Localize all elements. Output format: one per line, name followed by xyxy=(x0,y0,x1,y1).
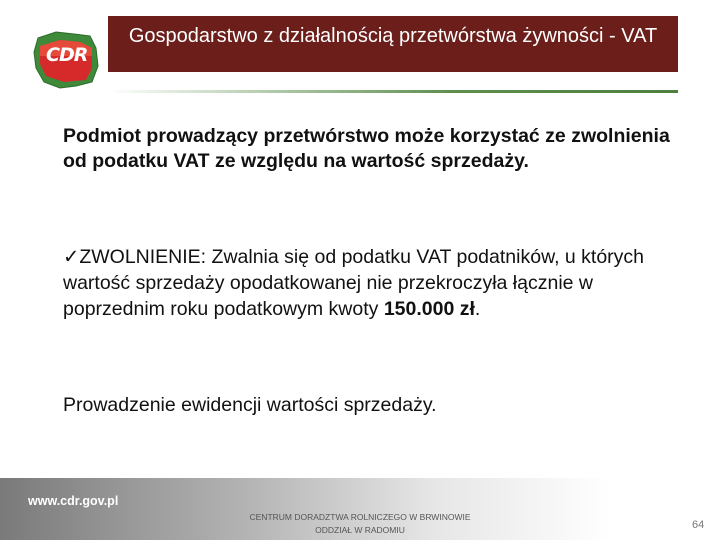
exemption-amount: 150.000 zł xyxy=(383,298,475,320)
title-divider xyxy=(108,90,678,93)
exemption-text: Zwalnia się od podatku VAT podatników, u których wartość sprzedaży opodatkowanej nie przekroczyła łącznie w poprzednim roku podatkowym kwoty xyxy=(63,246,645,320)
cdr-logo xyxy=(30,26,102,92)
checkmark-icon: ✓ xyxy=(63,245,80,268)
footer-institution xyxy=(230,511,490,537)
slide-title-box xyxy=(108,16,678,72)
exemption-label: ZWOLNIENIE: xyxy=(79,246,207,268)
exemption-paragraph xyxy=(63,244,693,322)
slide-title: Gospodarstwo z działalnością przetwórstwa żywności - VAT xyxy=(128,25,658,47)
exemption-end: . xyxy=(474,298,481,320)
intro-paragraph: Podmiot prowadzący przetwórstwo może korzystać ze zwolnienia od podatku VAT ze względu na wartość sprzedaży. xyxy=(63,125,670,172)
footer-line-1: CENTRUM DORADZTWA ROLNICZEGO W BRWINOWIE xyxy=(249,512,471,522)
page-number: 64 xyxy=(692,519,705,531)
footer-line-2: ODDZIAŁ W RADOMIU xyxy=(315,525,405,535)
logo-text: CDR xyxy=(46,44,88,66)
note-paragraph: Prowadzenie ewidencji wartości sprzedaży. xyxy=(63,394,437,416)
footer-url: www.cdr.gov.pl xyxy=(28,494,119,508)
